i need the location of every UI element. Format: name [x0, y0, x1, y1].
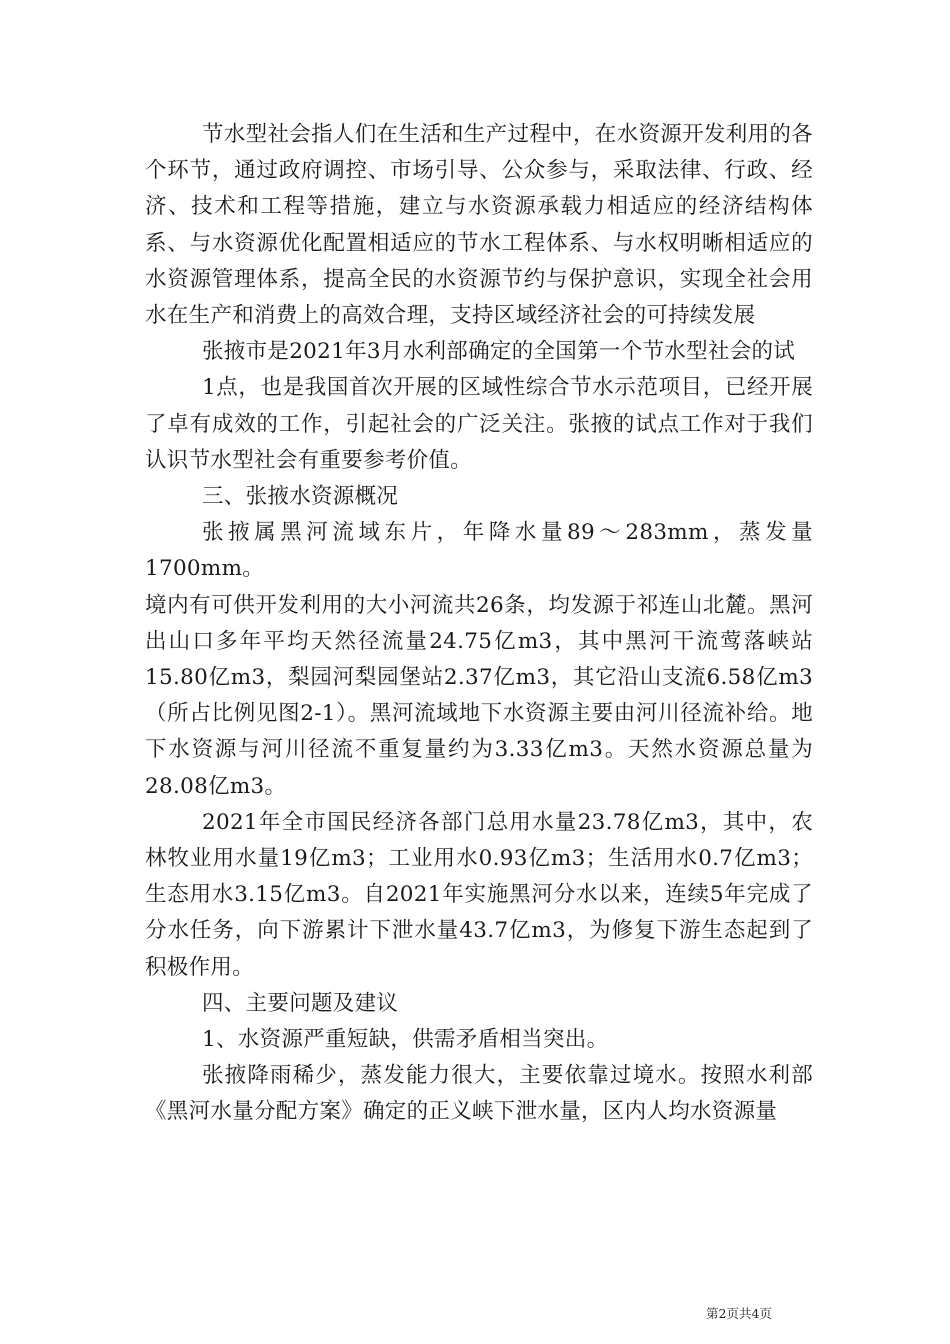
paragraph-water-usage: 2021年全市国民经济各部门总用水量23.78亿m3，其中，农林牧业用水量19亿m3；工业用水0.93亿m3；生活用水0.7亿m3；生态用水3.15亿m3。自2021年实施黑河分水以来，连续5年完成了分水任务，向下游累计下泄水量43.7亿m3，为修复下游生态起到了积极作用。 [145, 809, 813, 980]
paragraph-rainfall-scarcity: 张掖降雨稀少，蒸发能力很大，主要依靠过境水。按照水利部《黑河水量分配方案》确定的正义峡下泄水量，区内人均水资源量 [145, 1063, 813, 1125]
subheading-water-shortage: 1、水资源严重短缺，供需矛盾相当突出。 [202, 1027, 609, 1053]
paragraph-rivers-runoff: 境内有可供开发利用的大小河流共26条，均发源于祁连山北麓。黑河出山口多年平均天然径流量24.75亿m3，其中黑河干流莺落峡站15.80亿m3，梨园河梨园堡站2.37亿m3，其它沿山支流6.58亿m3（所占比例见图2-1）。黑河流域地下水资源主要由河川径流补给。地下水资源与河川径流不重复量约为3.33亿m3。天然水资源总量为28.08亿m3。 [145, 592, 813, 799]
paragraph-water-saving-definition: 节水型社会指人们在生活和生产过程中，在水资源开发利用的各个环节，通过政府调控、市场引导、公众参与，采取法律、行政、经济、技术和工程等措施，建立与水资源承载力相适应的经济结构体系、与水资源优化配置相适应的节水工程体系、与水权明晰相适应的水资源管理体系，提高全民的水资源节约与保护意识，实现全社会用水在生产和消费上的高效合理，支持区域经济社会的可持续发展 [145, 122, 813, 329]
section-heading-water-overview: 三、张掖水资源概况 [202, 484, 399, 510]
section-heading-problems: 四、主要问题及建议 [202, 990, 399, 1016]
document-body [145, 117, 813, 1131]
paragraph-precipitation: 张掖属黑河流域东片，年降水量89～283mm，蒸发量1700mm。 [145, 520, 813, 582]
paragraph-pilot-continuation: 1点，也是我国首次开展的区域性综合节水示范项目，已经开展了卓有成效的工作，引起社会的广泛关注。张掖的试点工作对于我们认识节水型社会有重要参考价值。 [145, 375, 813, 473]
paragraph-zhangye-pilot-intro: 张掖市是2021年3月水利部确定的全国第一个节水型社会的试 [202, 339, 796, 365]
page-number-footer: 第2页共4页 [706, 1306, 772, 1321]
